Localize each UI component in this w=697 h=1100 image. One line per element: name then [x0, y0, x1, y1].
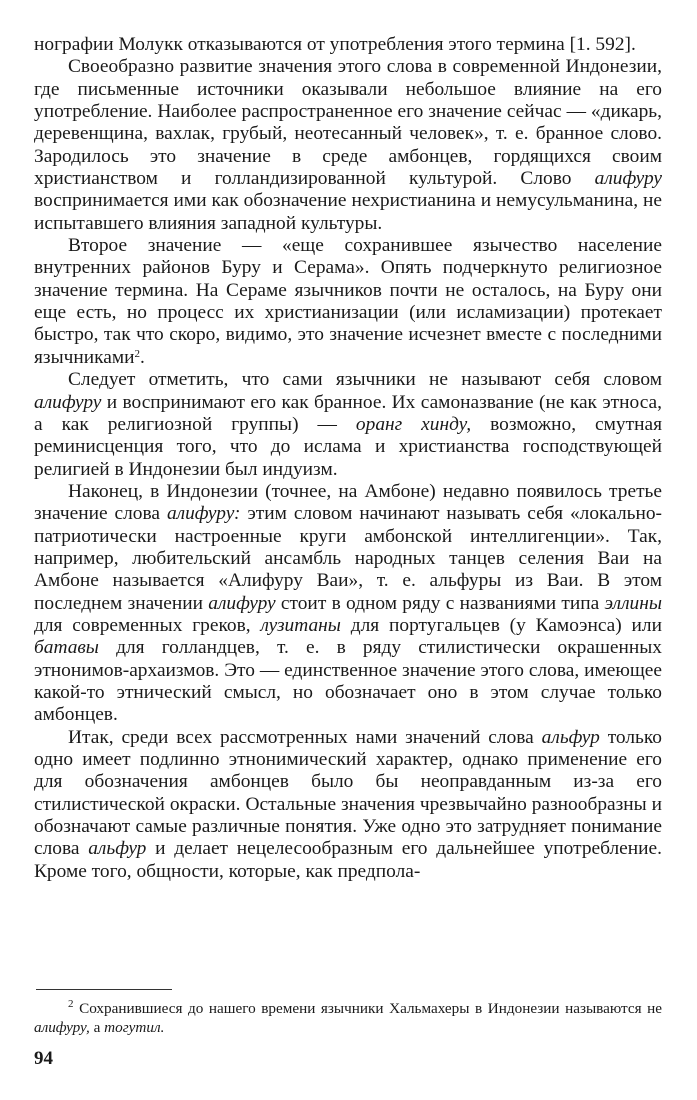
text-run: воспринимается ими как обозначение нехристианина и немусульманина, не испытавшего влияния западной культуры. — [34, 190, 662, 234]
footnote-marker: 2 — [68, 998, 74, 1010]
footnote-paragraph — [34, 999, 662, 1037]
text-run: для голландцев, т. е. в ряду стилистически окрашенных этнонимов-архаизмов. Это — единственное значение этого слова, имеющее какой-то этнический смысл, но обозначает оно в этом случае только амбонцев. — [34, 637, 662, 726]
paragraph — [34, 727, 662, 883]
italic-term: батавы — [34, 637, 99, 659]
text-run: и воспринимают его как бранное. Их самоназвание (не как этноса, а как религиозной группы) — — [34, 391, 662, 435]
footnote — [34, 999, 662, 1037]
italic-term: тогутил. — [104, 1019, 165, 1036]
text-run: только одно имеет подлинно этнонимический характер, однако применение его для обозначения амбонцев было бы неоправданным из-за его стилистической окраски. Остальные значения чрезвычайно разнообразны и обозначают самые различные понятия. Уже одно это затрудняет понимание слова — [34, 726, 663, 860]
text-run: Второе значение — «еще сохранившее язычество население внутренних районов Буру и Серама». Опять подчеркнуто религиозное значение термина. На Сераме язычников почти не осталось, на Буру они еще есть, но процесс их христианизации (или исламизации) протекает быстро, так что скоро, видимо, это значение исчезнет вместе с последними язычниками — [34, 235, 662, 368]
text-run: для португальцев (у Камоэнса) или — [340, 614, 662, 636]
italic-term: алифуру — [34, 391, 102, 413]
text-run: возможно, смутная реминисценция того, что до ислама и христианства господствующей религией в Индонезии был индуизм. — [34, 413, 662, 480]
paragraph — [34, 481, 662, 727]
paragraph — [34, 34, 662, 56]
text-run: этим словом начинают называть себя «локально-патриотически настроенные круги амбонской интеллигенции». Так, например, любительский ансамбль народных танцев селения Ваи на Амбоне называется «Алифуру Ваи», т. е. альфуры из Ваи. В этом последнем значении — [34, 503, 662, 614]
footnote-divider — [36, 989, 172, 990]
text-run: нографии Молукк отказываются от употребления этого термина [1. 592]. — [34, 34, 636, 55]
text-run: Следует отметить, что сами язычники не называют себя словом — [68, 369, 662, 391]
italic-term: альфур — [541, 726, 600, 748]
italic-term: оранг хинду, — [355, 413, 472, 435]
paragraph — [34, 369, 662, 481]
text-run: а — [89, 1019, 105, 1036]
text-run: для современных греков, — [34, 614, 261, 636]
italic-term: алифуру — [208, 592, 276, 614]
italic-term: альфур — [88, 838, 147, 860]
footnote-marker: 2 — [134, 347, 140, 360]
text-run: Наконец, в Индонезии (точнее, на Амбоне) недавно появилось третье значение слова — [34, 480, 662, 525]
text-run: и делает нецелесообразным его дальнейшее употребление. Кроме того, общности, которые, как предпола- — [34, 838, 662, 882]
italic-term: алифуру — [594, 168, 662, 190]
text-run: стоит в одном ряду с названиями типа — [275, 592, 605, 614]
italic-term: лузитаны — [260, 614, 341, 636]
italic-term: алифуру: — [166, 503, 241, 525]
main-text — [34, 34, 662, 883]
text-run: Своеобразно развитие значения этого слова в современной Индонезии, где письменные источники оказывали небольшое влияние на его употребление. Наиболее распространенное его значение сейчас — «дикарь, деревенщина, вахлак, грубый, неотесанный человек», т. е. бранное слово. Зародилось это значение в среде амбонцев, гордящихся своим христианством и голландизированной культурой. Слово — [34, 56, 662, 190]
italic-term: алифуру, — [34, 1019, 90, 1036]
page-number: 94 — [34, 1048, 53, 1069]
paragraph — [34, 235, 662, 369]
text-run: . — [140, 346, 145, 368]
italic-term: эллины — [604, 592, 662, 614]
text-run: Итак, среди всех рассмотренных нами значений слова — [68, 726, 542, 748]
text-run: Сохранившиеся до нашего времени язычники Хальмахеры в Индонезии называются не — [73, 1000, 662, 1017]
paragraph — [34, 56, 662, 235]
